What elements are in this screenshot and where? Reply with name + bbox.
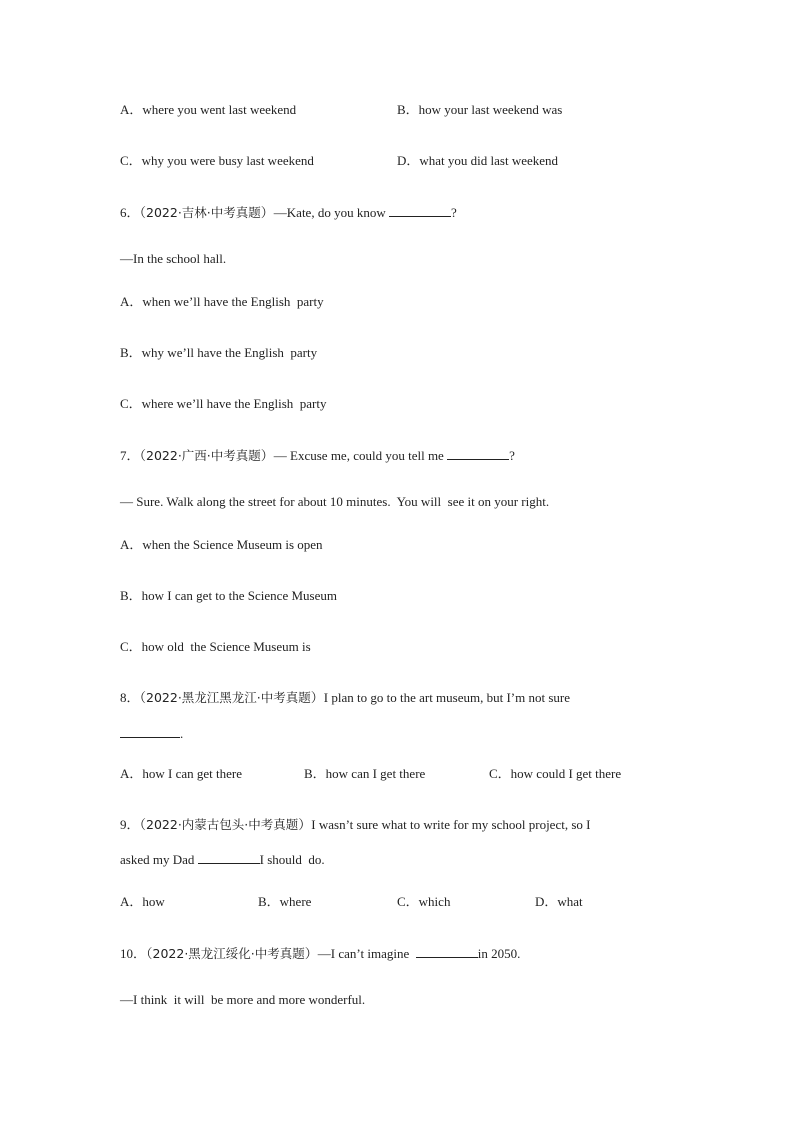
answer-blank	[198, 851, 260, 864]
q9-option-d: D．what	[535, 894, 583, 909]
q6-option-b: B．why we’ll have the English party	[120, 345, 318, 360]
q7-option-b: B．how I can get to the Science Museum	[120, 588, 337, 603]
question-9-stem-line2: asked my Dad I should do.	[120, 852, 325, 867]
question-10-response: —I think it will be more and more wonderful.	[120, 992, 366, 1007]
q5-option-d: D．what you did last weekend	[397, 153, 559, 168]
q5-option-c: C．why you were busy last weekend	[120, 153, 314, 168]
q8-option-b: B．how can I get there	[304, 766, 426, 781]
question-7-source: 2022·广西·中考真题	[146, 448, 261, 463]
q7-option-c: C．how old the Science Museum is	[120, 639, 311, 654]
q8-option-a: A．how I can get there	[120, 766, 243, 781]
answer-blank	[447, 447, 509, 460]
question-6-response: —In the school hall.	[120, 251, 227, 266]
q8-option-c: C．how could I get there	[489, 766, 622, 781]
q9-option-c: C．which	[397, 894, 451, 909]
answer-blank	[416, 945, 478, 958]
q6-option-a: A．when we’ll have the English party	[120, 294, 324, 309]
q6-option-c: C．where we’ll have the English party	[120, 396, 327, 411]
q7-option-a: A．when the Science Museum is open	[120, 537, 323, 552]
q9-option-a: A．how	[120, 894, 165, 909]
question-10-stem: 10．（2022·黑龙江绥化·中考真题）—I can’t imagine in 2050.	[120, 946, 521, 961]
question-7-stem: 7．（2022·广西·中考真题）— Excuse me, could you tell me ?	[120, 448, 515, 463]
q9-option-b: B．where	[258, 894, 312, 909]
question-9-stem: 9．（2022·内蒙古包头·中考真题）I wasn’t sure what to write for my school project, so I	[120, 817, 591, 832]
question-8-source: 2022·黑龙江黑龙江·中考真题	[146, 690, 311, 705]
question-8-stem: 8．（2022·黑龙江黑龙江·中考真题）I plan to go to the art museum, but I’m not sure	[120, 690, 571, 705]
question-8-stem-line2: .	[120, 725, 183, 742]
question-10-source: 2022·黑龙江绥化·中考真题	[152, 946, 305, 961]
answer-blank	[120, 725, 180, 738]
q5-option-a: A．where you went last weekend	[120, 102, 297, 117]
question-6-source: 2022·吉林·中考真题	[146, 205, 261, 220]
question-6-stem: 6．（2022·吉林·中考真题）—Kate, do you know ?	[120, 205, 457, 220]
answer-blank	[389, 204, 451, 217]
question-7-response: — Sure. Walk along the street for about 10 minutes. You will see it on your right.	[120, 494, 550, 509]
question-9-source: 2022·内蒙古包头·中考真题	[146, 817, 299, 832]
q5-option-b: B．how your last weekend was	[397, 102, 563, 117]
